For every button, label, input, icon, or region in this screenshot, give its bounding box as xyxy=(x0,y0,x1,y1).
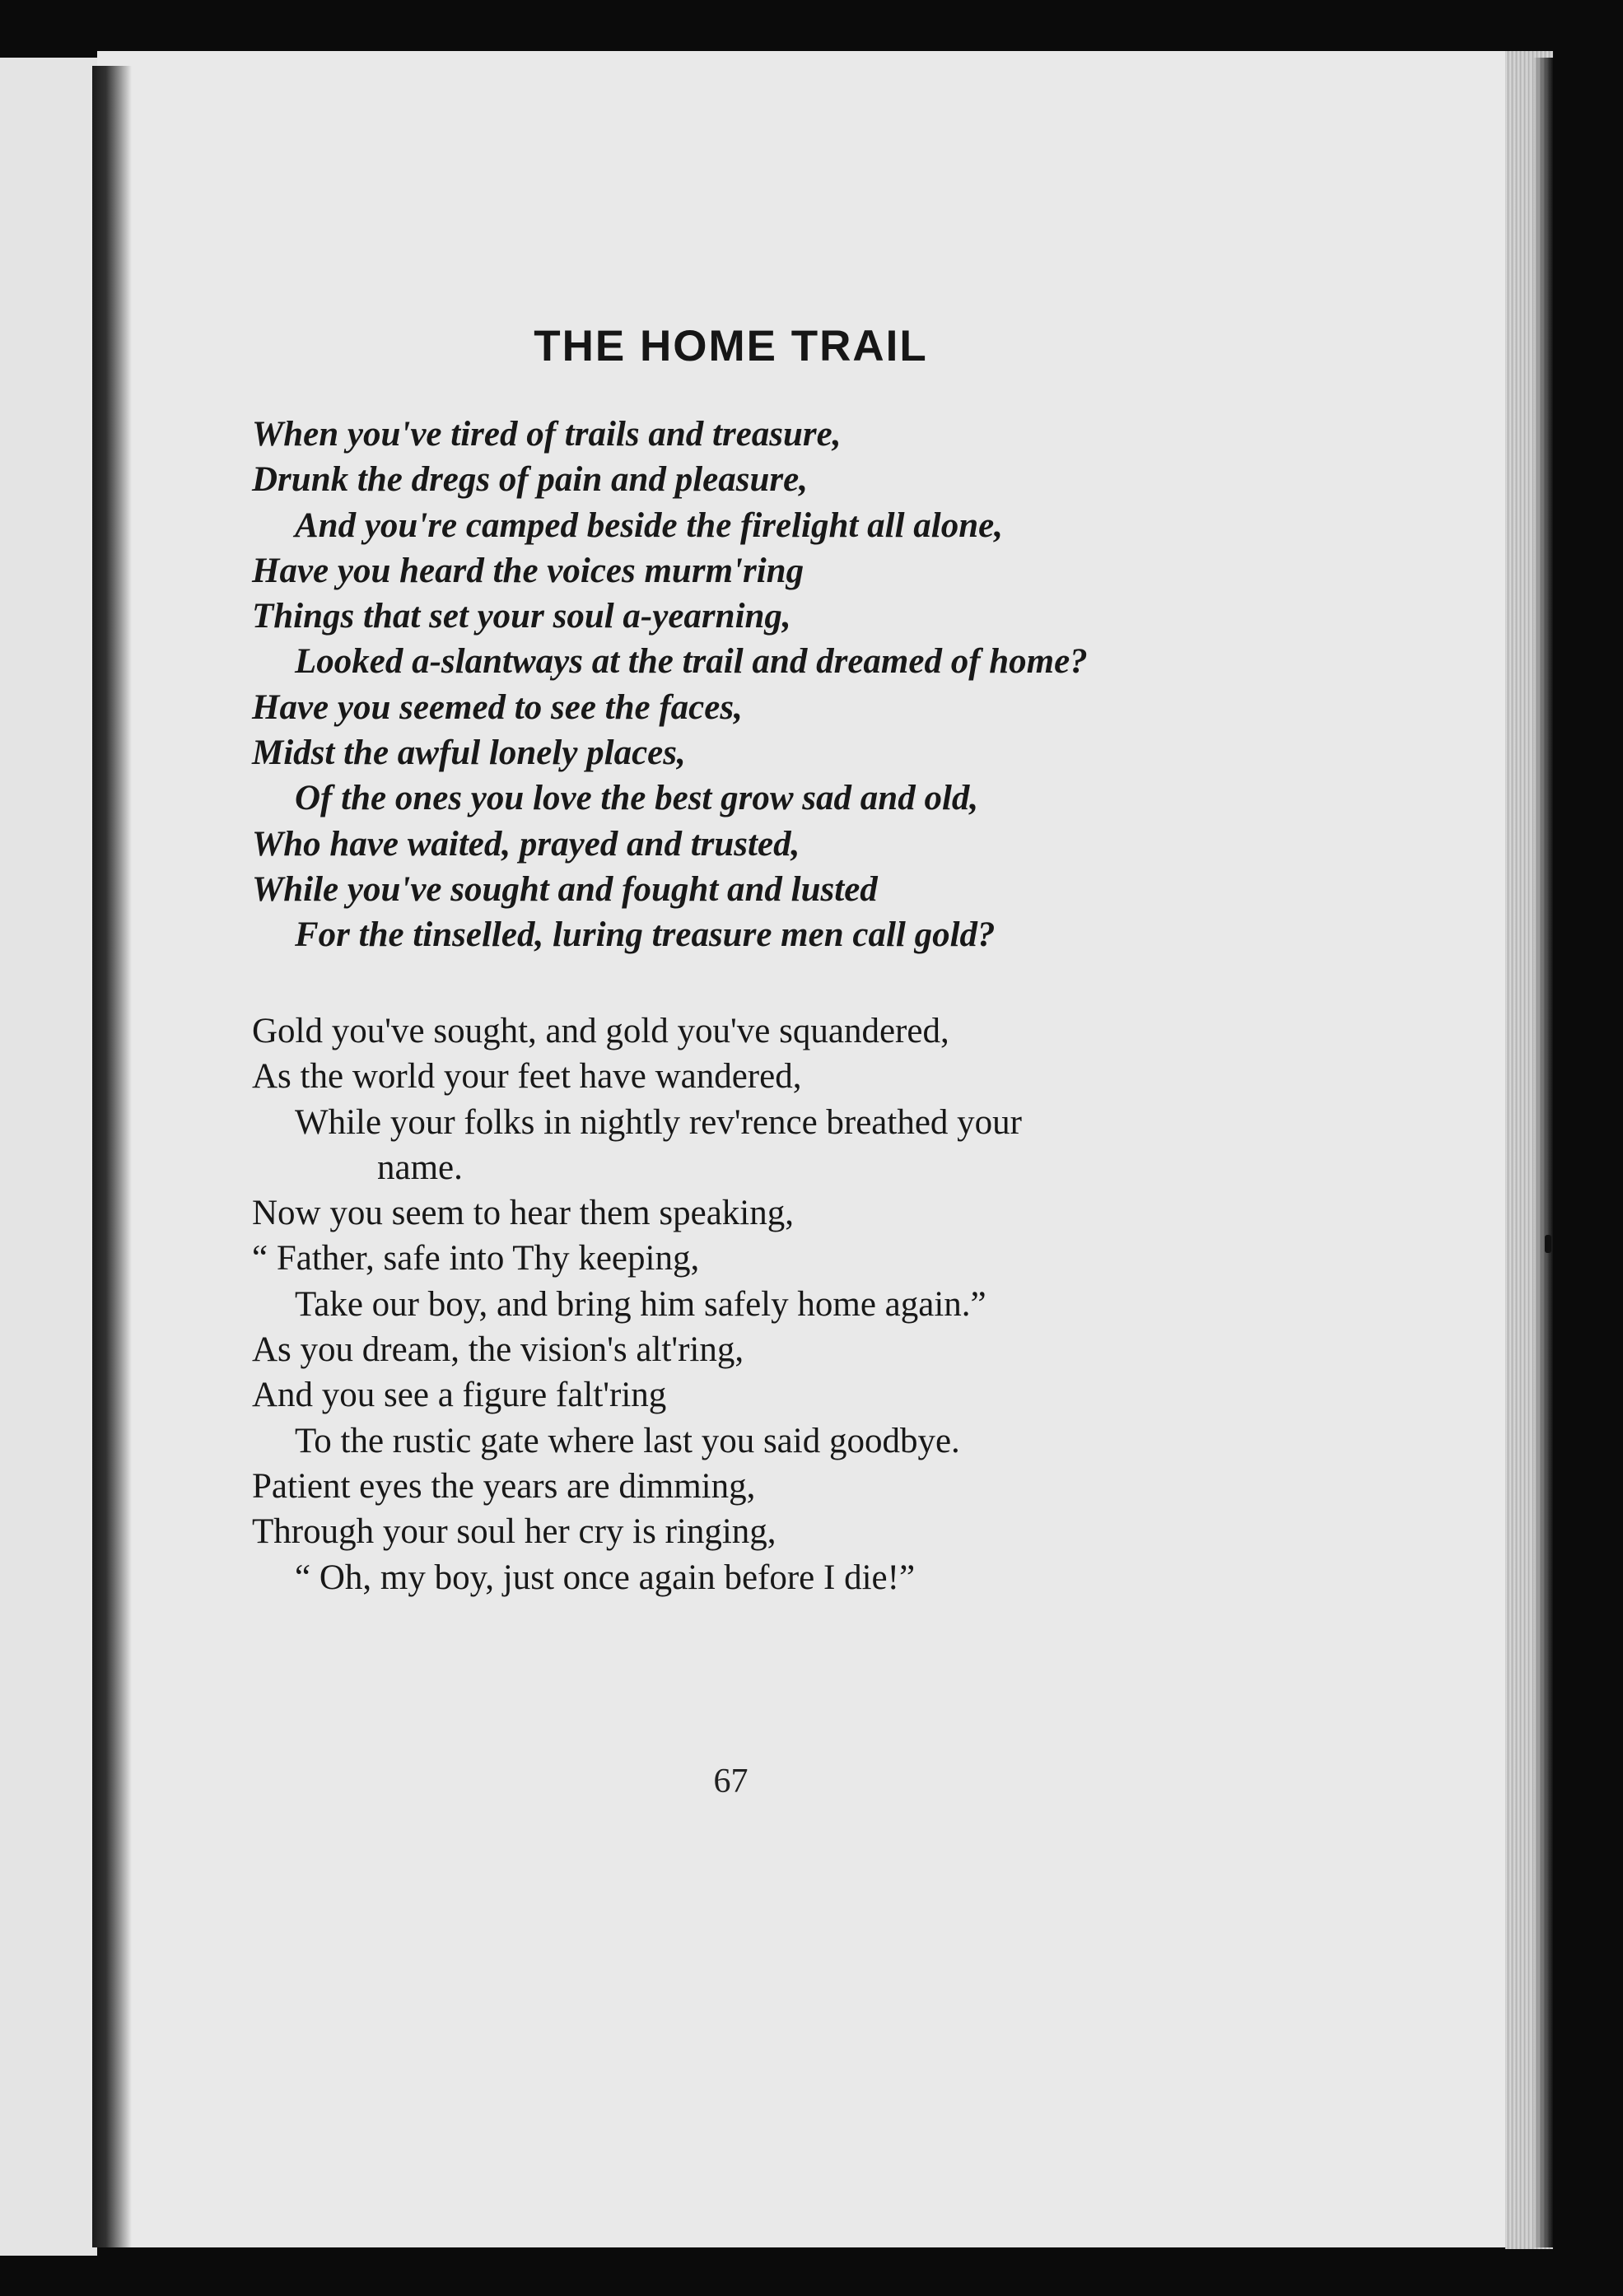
poem-line: Of the ones you love the best grow sad and old, xyxy=(295,779,979,818)
poem-line: As you dream, the vision's alt'ring, xyxy=(252,1330,744,1370)
poem-line: “ Oh, my boy, just once again before I die!” xyxy=(295,1558,916,1597)
poem-line: And you're camped beside the firelight all alone, xyxy=(295,505,1003,545)
poem-title: THE HOME TRAIL xyxy=(534,322,928,370)
poem-line: Drunk the dregs of pain and pleasure, xyxy=(252,460,808,500)
poem-line: Who have waited, prayed and trusted, xyxy=(252,824,800,864)
poem-line: As the world your feet have wandered, xyxy=(252,1057,802,1097)
poem-line: “ Father, safe into Thy keeping, xyxy=(252,1239,700,1278)
poem-line: name. xyxy=(377,1148,463,1187)
poem-line: Have you seemed to see the faces, xyxy=(252,687,743,727)
poem-line: For the tinselled, luring treasure men call gold? xyxy=(295,915,996,955)
poem-line: Now you seem to hear them speaking, xyxy=(252,1194,794,1233)
stanza-2 xyxy=(252,1008,1022,1600)
poem-line: To the rustic gate where last you said goodbye. xyxy=(295,1421,960,1460)
poem-line: Take our boy, and bring him safely home again.” xyxy=(295,1284,986,1324)
poem-line: While your folks in nightly rev'rence breathed your xyxy=(295,1102,1022,1142)
poem-line: While you've sought and fought and lusted xyxy=(252,869,878,909)
page-number: 67 xyxy=(713,1763,749,1800)
poem-line: Looked a-slantways at the trail and dreamed of home? xyxy=(295,642,1088,682)
poem-line: Things that set your soul a-yearning, xyxy=(252,597,791,636)
poem-line: And you see a figure falt'ring xyxy=(252,1376,667,1415)
poem-line: Through your soul her cry is ringing, xyxy=(252,1512,777,1552)
stanza-1 xyxy=(252,412,1088,958)
poem-line: Midst the awful lonely places, xyxy=(252,734,686,773)
poem-line: Have you heard the voices murm'ring xyxy=(252,551,805,590)
poem-line: Gold you've sought, and gold you've squandered, xyxy=(252,1012,949,1050)
poem-line: When you've tired of trails and treasure, xyxy=(252,415,842,454)
poem-line: Patient eyes the years are dimming, xyxy=(252,1466,756,1506)
